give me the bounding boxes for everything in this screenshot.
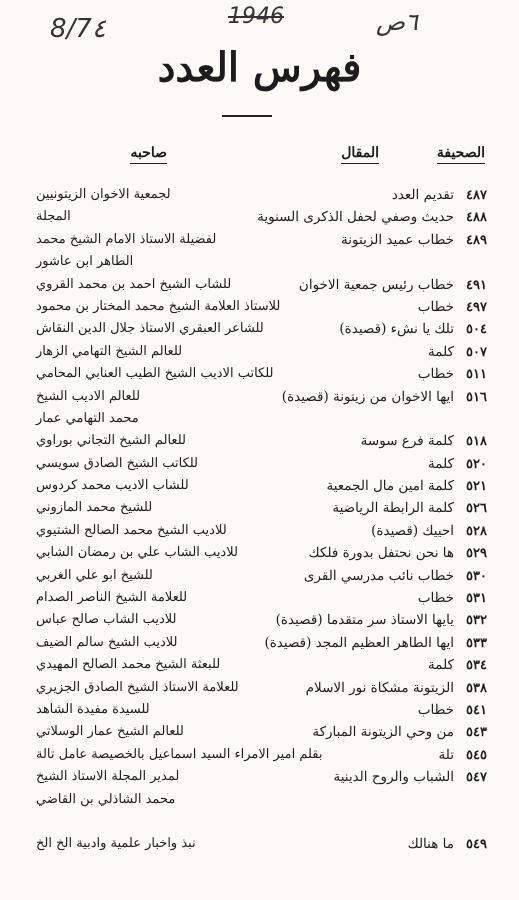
toc-author: للبعثة الشيخ محمد الصالح المهيدي: [36, 657, 221, 673]
toc-page-number: ٥٢٨: [466, 523, 487, 539]
toc-row: [30, 746, 500, 768]
toc-article-title: يايها الاستاذ سر متقدما (قصيدة): [275, 612, 454, 629]
header-author: صاحبه: [130, 145, 167, 164]
toc-article-title: ايها الطاهر العظيم المجد (قصيدة): [264, 634, 454, 651]
toc-page-number: ٥١١: [466, 367, 487, 383]
toc-row: [30, 231, 500, 253]
toc-row: [30, 253, 500, 275]
toc-row: [30, 320, 500, 342]
toc-author: الطاهر ابن عاشور: [36, 254, 134, 270]
toc-page-number: ٥٤٧: [466, 770, 487, 786]
toc-author: المجلة: [36, 209, 71, 225]
toc-page-number: ٤٨٧: [466, 188, 487, 203]
toc-page-number: ٥٣٨: [466, 680, 487, 696]
toc-page-number: ٤٩٧: [466, 299, 487, 315]
toc-article-title: من وحي الزيتونة المباركة: [312, 724, 454, 741]
toc-row: [30, 477, 500, 499]
toc-row: [30, 388, 500, 410]
toc-author: للعالم الاديب الشيخ: [36, 388, 141, 404]
toc-row: [30, 589, 500, 611]
toc-row: [30, 522, 500, 544]
toc-row: [30, 813, 500, 835]
toc-author: للشيخ ابو علي الغربي: [36, 567, 153, 583]
toc-author: نبذ واخبار علمية وادبية الخ الخ: [36, 836, 196, 852]
toc-page-number: ٤٨٨: [466, 210, 487, 226]
toc-author: للسيدة مفيدة الشاهد: [36, 701, 150, 717]
toc-row: [30, 208, 500, 230]
toc-author: للعالم الشيخ التهامي الزهار: [36, 343, 183, 359]
toc-row: [30, 432, 500, 454]
toc-article-title: خطاب: [417, 701, 454, 718]
toc-page-number: ٥٤٩: [466, 837, 487, 853]
toc-article-title: خطاب: [417, 590, 454, 607]
toc-row: [30, 298, 500, 320]
toc-article-title: كلمة الرابطة الرياضية: [332, 500, 454, 517]
toc-page-number: ٥٢٦: [466, 501, 487, 517]
toc-article-title: خطاب عميد الزيتونة: [341, 231, 454, 248]
toc-page-number: ٥٣١: [466, 591, 487, 607]
toc-author: محمد الشاذلي بن القاضي: [36, 791, 176, 807]
toc-article-title: كلمة امين مال الجمعية: [326, 478, 454, 495]
toc-article-title: الزيتونة مشكاة نور الاسلام: [305, 679, 454, 696]
toc-row: [30, 544, 500, 566]
toc-page-number: ٥٢١: [466, 479, 487, 495]
toc-article-title: خطاب: [417, 366, 454, 383]
page-title: فهرس العدد: [157, 44, 362, 91]
toc-author: للعلامة الشيخ الناصر الصدام: [36, 590, 188, 606]
toc-page-number: ٥١٦: [466, 389, 487, 405]
toc-page-number: ٥٣٣: [466, 635, 487, 651]
toc-page-number: ٥٢٠: [466, 456, 487, 472]
toc-author: للاستاذ العلامة الشيخ محمد المختار بن محمود: [36, 298, 281, 314]
toc-author: للعالم الشيخ التجاني بوراوي: [36, 433, 186, 449]
toc-author: للشيخ محمد المازوني: [36, 500, 153, 516]
toc-row: [30, 499, 500, 521]
toc-author: للعالم الشيخ عمار الوسلاتي: [36, 724, 184, 740]
toc-row: [30, 365, 500, 387]
toc-author: للكاتب الاديب الشيخ الطيب العنابي المحامي: [36, 366, 274, 382]
toc-author: لفضيلة الاستاذ الامام الشيخ محمد: [36, 231, 217, 247]
toc-page-number: ٤٩١: [466, 277, 487, 293]
toc-article-title: ما هنالك: [407, 836, 454, 853]
toc-row: [30, 723, 500, 745]
toc-article-title: حديث وصفي لحفل الذكرى السنوية: [257, 209, 454, 226]
toc-row: [30, 835, 500, 857]
toc-article-title: ها نحن نحتفل بدورة فلكك: [308, 545, 454, 562]
toc-row: [30, 455, 500, 477]
toc-article-title: كلمة: [428, 455, 454, 472]
toc-article-title: خطاب رئيس جمعية الاخوان: [298, 276, 454, 293]
toc-row: [30, 634, 500, 656]
toc-list: [30, 186, 500, 858]
toc-page-number: ٥٣٠: [466, 568, 487, 584]
toc-page-number: ٥١٨: [466, 434, 487, 450]
toc-row: [30, 567, 500, 589]
toc-page-number: ٥٣٢: [466, 613, 487, 629]
toc-page-number: ٥٣٤: [466, 658, 487, 674]
toc-row: [30, 410, 500, 432]
toc-row: [30, 679, 500, 701]
header-article: المقال: [341, 145, 379, 164]
toc-row: [30, 768, 500, 790]
toc-article-title: الشباب والروح الدينية: [333, 769, 454, 786]
toc-page-number: ٥٢٩: [466, 546, 487, 562]
toc-author: لمدير المجلة الاستاذ الشيخ: [36, 769, 180, 785]
toc-article-title: تلة: [438, 746, 454, 763]
toc-article-title: كلمة: [428, 343, 454, 360]
toc-article-title: تلك يا نشء (قصيدة): [339, 321, 454, 338]
toc-article-title: كلمة فرع سوسة: [360, 433, 454, 450]
toc-author: لجمعية الاخوان الزيتونيين: [36, 187, 171, 202]
toc-page-number: ٤٨٩: [466, 232, 487, 248]
toc-row: [30, 656, 500, 678]
toc-article-title: تقديم العدد: [391, 187, 454, 203]
handwritten-note-right: ٦ص: [376, 8, 418, 36]
toc-author: للاديب الشاب صالح عباس: [36, 612, 177, 628]
toc-article-title: خطاب نائب مدرسي القرى: [303, 567, 454, 584]
toc-author: للعلامة الاستاذ الشيخ الصادق الجزيري: [36, 679, 239, 695]
toc-page-number: ٥٠٤: [466, 322, 487, 338]
toc-author: بقلم امير الامراء السيد اسماعيل بالخصيصة عامل تالة: [36, 746, 323, 762]
toc-author: للكاتب الشيخ الصادق سويسي: [36, 455, 199, 471]
toc-author: للاديب الشاب علي بن رمضان الشابي: [36, 545, 238, 561]
toc-author: للشاعر العبقري الاستاذ جلال الدين النقاش: [36, 321, 264, 337]
toc-row: [30, 701, 500, 723]
toc-article-title: ايها الاخوان من زيتونة (قصيدة): [281, 388, 454, 405]
toc-page-number: ٥٤٥: [466, 747, 487, 763]
toc-row: [30, 791, 500, 813]
toc-article-title: كلمة: [428, 657, 454, 674]
toc-page-number: ٥٤٣: [466, 725, 487, 741]
toc-author: للاديب الشيخ محمد الصالح الشتيوي: [36, 522, 227, 538]
toc-author: محمد التهامي عمار: [36, 410, 139, 426]
toc-author: للشاب الاديب محمد كردوس: [36, 478, 189, 494]
toc-article-title: احييك (قصيدة): [371, 522, 454, 539]
title-underline: [222, 115, 272, 117]
toc-page-number: ٥٠٧: [466, 344, 487, 360]
toc-article-title: خطاب: [417, 298, 454, 315]
toc-author: للشاب الشيخ احمد بن محمد القروي: [36, 276, 232, 292]
toc-row: [30, 276, 500, 298]
toc-row: [30, 186, 500, 208]
handwritten-year: 1946: [228, 4, 284, 29]
toc-row: [30, 611, 500, 633]
toc-author: للاديب الشيخ سالم الضيف: [36, 634, 178, 650]
handwritten-note-left: 8/7٤: [50, 14, 106, 44]
toc-row: [30, 343, 500, 365]
toc-page-number: ٥٤١: [466, 702, 487, 718]
header-page: الصحيفة: [437, 145, 485, 164]
